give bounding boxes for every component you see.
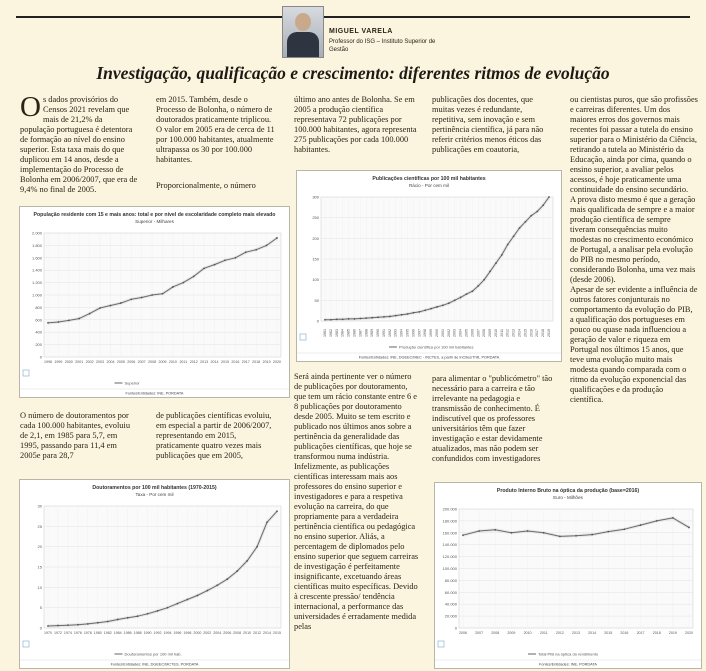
paragraph: s dados provisórios do Censos 2021 revelam que mais de 21,2% da população portuguesa é detentora de formação ao nível do ensino superior. Esta taxa mais do que duplicou em 14 anos, desde a implementação do Processo de Bolonha em 2006/2007, que era de 9,4% no final de 2005. (20, 95, 138, 194)
x-tick-label: 2014 (263, 631, 272, 635)
x-tick-label: 2007 (476, 329, 481, 337)
x-tick-label: 2013 (572, 631, 580, 635)
x-tick-label: 2004 (458, 329, 463, 337)
data-point (442, 304, 444, 306)
data-point (401, 314, 403, 316)
data-point (130, 298, 132, 300)
x-tick-label: 2010 (493, 329, 498, 337)
x-tick-label: 2000 (193, 631, 202, 635)
x-tick-label: 2011 (539, 631, 548, 635)
data-point (527, 530, 529, 532)
data-point (607, 531, 609, 533)
x-tick-label: 1982 (328, 329, 333, 337)
data-point (77, 624, 79, 626)
data-point (424, 309, 426, 311)
y-tick-label: 100 (312, 277, 319, 283)
data-point (448, 302, 450, 304)
x-tick-label: 2006 (127, 360, 136, 364)
x-tick-label: 2008 (491, 631, 500, 635)
x-tick-label: 2014 (210, 360, 219, 364)
x-tick-label: 2006 (470, 329, 475, 337)
data-point (342, 318, 344, 320)
x-tick-label: 1983 (334, 329, 339, 337)
data-point (371, 317, 373, 319)
data-point (58, 321, 60, 323)
author-photo (282, 6, 324, 58)
y-tick-label: 30 (37, 503, 42, 509)
paragraph: Será ainda pertinente ver o número de publicações por doutoramento, que tem um rácio constante entre 6 e 8 publicações por doutoramento desde 2005. Muito se tem escrito e publicado nos últimos anos sobre a pertinência da generalidade das publicações científicas, que hoje se transformou numa indústria. Infelizmente, as publicações científicas interessam mais aos professores do ensino superior e investigadores e para a respetiva evolução na carreira, do que propriamente para a verdadeira pertinência científica ou pedagógica no ensino superior. Aliás, a percentagem de diplomados pelo ensino superior que seguem carreiras de investigação é perfeitamente insignificante, excetuando áreas científicas muito específicas. Devido à crescente pressão/ tendência internacional, a performance das universidades é erradamente medida pelas (294, 372, 419, 631)
data-point (624, 528, 626, 530)
x-tick-label: 2018 (652, 631, 661, 635)
x-tick-label: 2002 (85, 360, 94, 364)
x-tick-label: 2003 (96, 360, 105, 364)
y-tick-label: 120.000 (442, 554, 457, 560)
y-tick-label: 0 (454, 625, 457, 631)
paragraph: último ano antes de Bolonha. Se em 2005 a produção científica representava 72 publicações por 100.000 habitantes, agora representa 275 publicações por cada 100.000 habitantes. (294, 95, 417, 154)
data-point (245, 251, 247, 253)
x-tick-label: 2000 (435, 329, 439, 337)
chart-scientific-publications (296, 170, 562, 362)
chart-subtitle: Euro - Milhões (553, 495, 583, 500)
data-point (214, 264, 216, 266)
x-tick-label: 2009 (488, 329, 493, 337)
x-tick-label: 1986 (123, 631, 132, 635)
data-point (501, 254, 503, 256)
y-tick-label: 160.000 (442, 530, 457, 536)
x-tick-label: 1991 (381, 329, 386, 337)
data-point (477, 285, 479, 287)
chart-gdp (434, 482, 702, 669)
source-note: Fontes/Entidades: INE, DGEEC/MEC - INCTES, a partir de InCites/ThR, PORDATA (358, 355, 500, 360)
data-point (151, 294, 153, 296)
y-tick-label: 300 (312, 194, 319, 200)
x-tick-label: 2013 (511, 329, 516, 337)
x-tick-label: 2010 (243, 631, 252, 635)
data-point (57, 625, 59, 627)
data-point (460, 297, 462, 299)
x-tick-label: 2018 (252, 360, 261, 364)
data-point (224, 259, 226, 261)
data-point (87, 623, 89, 625)
x-tick-label: 2002 (446, 329, 451, 337)
x-tick-label: 2008 (482, 329, 487, 337)
column-1-bottom (20, 411, 138, 470)
x-tick-label: 2014 (517, 329, 522, 337)
y-tick-label: 80.000 (444, 577, 457, 583)
data-point (640, 524, 642, 526)
x-tick-label: 1974 (63, 631, 72, 635)
data-point (536, 211, 538, 213)
x-tick-label: 2010 (523, 631, 532, 635)
y-tick-label: 1.000 (31, 292, 42, 298)
x-tick-label: 1997 (417, 329, 422, 337)
data-point (559, 535, 561, 537)
data-point (591, 534, 593, 536)
x-tick-label: 2017 (241, 360, 250, 364)
x-tick-label: 1992 (153, 631, 162, 635)
x-tick-label: 2000 (64, 360, 73, 364)
chart-subtitle: Taxa - Por cem mil (135, 492, 174, 497)
x-tick-label: 1988 (364, 329, 369, 337)
data-point (471, 290, 473, 292)
x-tick-label: 1984 (113, 631, 122, 635)
data-point (196, 595, 198, 597)
article-title: Investigação, qualificação e crescimento: diferentes ritmos de evolução (96, 63, 610, 83)
y-tick-label: 20.000 (444, 613, 457, 619)
data-point (162, 293, 164, 295)
x-tick-label: 2009 (507, 631, 516, 635)
y-tick-label: 1.600 (31, 255, 42, 261)
x-tick-label: 2011 (179, 360, 188, 364)
data-point (216, 584, 218, 586)
x-tick-label: 1990 (143, 631, 152, 635)
data-point (203, 267, 205, 269)
x-tick-label: 1981 (323, 329, 327, 337)
x-tick-label: 2010 (168, 360, 177, 364)
source-note: Fontes/Entidades: INE, DGEEC/MCTES, PORDATA (110, 662, 199, 667)
data-point (127, 617, 129, 619)
x-tick-label: 2004 (213, 631, 222, 635)
data-point (413, 312, 415, 314)
data-point (234, 257, 236, 259)
x-tick-label: 2002 (203, 631, 212, 635)
x-tick-label: 2006 (223, 631, 232, 635)
x-tick-label: 2013 (200, 360, 209, 364)
data-point (330, 319, 332, 321)
x-tick-label: 2015 (604, 631, 613, 635)
x-tick-label: 1988 (133, 631, 142, 635)
chart-svg (20, 207, 289, 397)
data-point (157, 610, 159, 612)
data-point (236, 570, 238, 572)
y-tick-label: 5 (39, 605, 42, 611)
chart-svg (20, 480, 289, 668)
info-icon (300, 334, 306, 340)
data-point (348, 318, 350, 320)
y-tick-label: 200 (312, 235, 319, 241)
data-point (519, 227, 521, 229)
data-point (167, 607, 169, 609)
data-point (365, 317, 367, 319)
column-3-top (294, 95, 417, 164)
paragraph: Apesar de ser evidente a influência de outros fatores conjunturais no comportamento da evolução do PIB, a qualificação dos portugueses em pouco ou quase nada influenciou a geração de valor e riqueza em Portugal nos últimos 15 anos, que teve uma evolução muito mais modesta quando comparada com o ritmo da evolução exponencial das qualificações e da produção científica. (570, 285, 698, 404)
data-point (656, 520, 658, 522)
x-tick-label: 1995 (405, 329, 410, 337)
legend-label: Total PIB na óptica do rendimento (538, 651, 599, 657)
info-icon (23, 641, 29, 647)
data-point (78, 318, 80, 320)
paragraph: Proporcionalmente, o número (156, 181, 256, 190)
data-point (430, 308, 432, 310)
y-tick-label: 250 (312, 215, 319, 221)
data-point (542, 204, 544, 206)
x-tick-label: 2007 (137, 360, 146, 364)
x-tick-label: 2011 (499, 329, 504, 337)
column-1-top (20, 91, 138, 195)
x-tick-label: 2020 (685, 631, 693, 635)
data-point (389, 316, 391, 318)
x-tick-label: 2012 (555, 631, 564, 635)
data-point (483, 279, 485, 281)
x-tick-label: 1984 (340, 329, 345, 337)
data-point (107, 621, 109, 623)
x-tick-label: 2017 (636, 631, 645, 635)
x-tick-label: 1998 (183, 631, 192, 635)
x-tick-label: 1987 (358, 329, 363, 337)
x-tick-label: 1976 (73, 631, 82, 635)
author-name: MIGUEL VARELA (329, 28, 393, 35)
y-tick-label: 200 (35, 342, 42, 348)
data-point (99, 307, 101, 309)
data-point (336, 318, 338, 320)
x-tick-label: 1993 (393, 329, 398, 337)
legend-label: Produção científica por 100 mil habitantes (399, 344, 474, 350)
x-tick-label: 2012 (189, 360, 198, 364)
data-point (246, 560, 248, 562)
data-point (256, 546, 258, 548)
y-tick-label: 60.000 (444, 589, 457, 595)
x-tick-label: 2014 (588, 631, 597, 635)
y-tick-label: 0 (39, 625, 42, 631)
data-point (97, 622, 99, 624)
x-tick-label: 1986 (352, 329, 357, 337)
data-point (548, 196, 550, 198)
chart-svg (297, 171, 561, 361)
data-point (354, 318, 356, 320)
y-tick-label: 40.000 (444, 601, 457, 607)
data-point (466, 293, 468, 295)
x-tick-label: 2015 (220, 360, 229, 364)
x-tick-label: 2005 (116, 360, 125, 364)
chart-title: Produto Interno Bruto na óptica da produção (base=2016) (496, 488, 640, 494)
y-tick-label: 1.400 (31, 267, 42, 273)
data-point (172, 286, 174, 288)
y-tick-label: 0 (316, 318, 319, 324)
x-tick-label: 2016 (231, 360, 240, 364)
data-point (68, 320, 70, 322)
source-note: Fontes/Entidades: INE, PORDATA (539, 662, 597, 667)
data-point (47, 322, 49, 324)
x-tick-label: 2018 (541, 329, 546, 337)
chart-population-higher-education (19, 206, 290, 398)
y-tick-label: 2.000 (31, 230, 42, 236)
x-tick-label: 2015 (523, 329, 528, 337)
data-point (688, 527, 690, 529)
drop-cap: O (20, 91, 41, 123)
x-tick-label: 2008 (148, 360, 157, 364)
data-point (407, 313, 409, 315)
y-tick-label: 600 (35, 317, 42, 323)
y-tick-label: 180.000 (442, 518, 457, 524)
data-point (117, 619, 119, 621)
x-tick-label: 2005 (464, 329, 469, 337)
y-tick-label: 200.000 (442, 506, 457, 512)
x-tick-label: 1996 (173, 631, 182, 635)
data-point (120, 302, 122, 304)
y-tick-label: 140.000 (442, 542, 457, 548)
y-tick-label: 20 (37, 544, 42, 550)
x-tick-label: 1989 (370, 329, 375, 337)
paragraph: em 2015. Também, desde o Processo de Bolonha, o número de doutorados praticamente triplicou. O valor em 2005 era de cerca de 11 por 100.000 habitantes, atualmente ultrapassa os 30 por 100.000 habitantes. (156, 95, 275, 164)
y-tick-label: 1.800 (31, 242, 42, 248)
data-point (436, 306, 438, 308)
data-point (478, 530, 480, 532)
paragraph: publicações dos docentes, que muitas vezes é redundante, repetitiva, sem inovação e sem pertinência científica, já para não referir critérios menos éticos das publicações em coautoria, (432, 95, 544, 154)
data-point (511, 532, 513, 534)
data-point (141, 297, 143, 299)
x-tick-label: 2007 (475, 631, 484, 635)
data-point (110, 305, 112, 307)
x-tick-label: 1999 (54, 360, 63, 364)
x-tick-label: 1982 (103, 631, 112, 635)
data-point (494, 529, 496, 531)
legend-label: Superior (124, 380, 140, 386)
x-tick-label: 2016 (529, 329, 534, 337)
data-point (489, 271, 491, 273)
column-4-top (432, 95, 556, 164)
y-tick-label: 0 (39, 354, 42, 360)
x-tick-label: 2016 (620, 631, 629, 635)
chart-doctorates (19, 479, 290, 669)
paragraph: ou cientistas puros, que são profissões e carreiras diferentes. Um dos maiores erros dos governos mais recentes foi passar a tutela do ensino superior para o Ministério da Ciência, retirando a tutela ao Ministério da Educação, ainda por cima, quando o ensino superior, a avaliar pelos acessos, é hoje praticamente uma continuidade do ensino secundário. (570, 95, 698, 194)
data-point (525, 221, 527, 223)
data-point (575, 535, 577, 537)
x-tick-label: 1980 (93, 631, 102, 635)
data-point (359, 318, 361, 320)
data-point (383, 316, 385, 318)
chart-subtitle: Rácio - Por cem mil (408, 183, 450, 188)
info-icon (438, 641, 444, 647)
column-2-bottom (156, 411, 278, 470)
x-tick-label: 2008 (233, 631, 242, 635)
data-point (377, 316, 379, 318)
data-point (186, 599, 188, 601)
x-tick-label: 2020 (273, 360, 281, 364)
data-point (147, 613, 149, 615)
chart-title: Doutoramentos por 100 mil habitantes (1970-2015) (92, 485, 217, 491)
data-point (226, 578, 228, 580)
paragraph: O número de doutoramentos por cada 100.000 habitantes, evoluiu de 2,1, em 1985 para 5,7, em 1995, passando para 11,4 em 2005e para 28,7 (20, 411, 131, 460)
x-tick-label: 1994 (163, 631, 172, 635)
data-point (507, 244, 509, 246)
column-4-bottom (432, 374, 558, 473)
x-tick-label: 1998 (44, 360, 52, 364)
data-point (67, 624, 69, 626)
data-point (530, 215, 532, 217)
y-tick-label: 1.200 (31, 280, 42, 286)
y-tick-label: 50 (314, 297, 319, 303)
y-tick-label: 15 (37, 564, 42, 570)
info-icon (23, 370, 29, 376)
author-role: Professor do ISG – Instituto Superior de Gestão (329, 39, 436, 53)
data-point (206, 590, 208, 592)
y-tick-label: 10 (37, 584, 42, 590)
chart-title: Publicações científicas por 100 mil habitantes (372, 176, 486, 182)
data-point (324, 319, 326, 321)
source-note: Fontes/Entidades: INE, PORDATA (125, 391, 184, 396)
data-point (89, 313, 91, 315)
x-tick-label: 2003 (452, 329, 457, 337)
data-point (276, 237, 278, 239)
y-tick-label: 150 (312, 256, 319, 262)
column-2-top (156, 95, 276, 200)
data-point (266, 521, 268, 523)
author-block (282, 6, 702, 58)
x-tick-label: 1994 (399, 329, 404, 337)
data-point (513, 235, 515, 237)
x-tick-label: 1999 (429, 329, 434, 337)
x-tick-label: 2019 (547, 329, 551, 337)
data-point (672, 517, 674, 519)
chart-subtitle: Superior - Milhares (135, 219, 174, 224)
legend-label: Doutoramentos por 100 mil hab. (124, 651, 182, 657)
data-point (462, 534, 464, 536)
x-tick-label: 1992 (387, 329, 392, 337)
data-point (182, 282, 184, 284)
y-tick-label: 400 (35, 329, 42, 335)
paragraph: de publicações científicas evoluiu, em especial a partir de 2006/2007, representando em 2015, praticamente quatro vezes mais publicações que em 2005, (156, 411, 272, 460)
chart-svg (435, 483, 701, 668)
data-point (418, 311, 420, 313)
x-tick-label: 1996 (411, 329, 416, 337)
data-point (543, 532, 545, 534)
x-tick-label: 2001 (440, 329, 445, 337)
chart-title: População residente com 15 e mais anos: total e por nível de escolaridade completo mais elevado (33, 212, 276, 218)
x-tick-label: 1970 (44, 631, 52, 635)
y-tick-label: 25 (37, 523, 42, 529)
x-tick-label: 2001 (75, 360, 84, 364)
x-tick-label: 2017 (535, 329, 540, 337)
data-point (137, 615, 139, 617)
x-tick-label: 1972 (53, 631, 62, 635)
data-point (495, 262, 497, 264)
column-3-bottom (294, 372, 420, 641)
data-point (276, 510, 278, 512)
x-tick-label: 1978 (83, 631, 92, 635)
data-point (266, 245, 268, 247)
data-point (193, 276, 195, 278)
data-point (255, 249, 257, 251)
y-tick-label: 800 (35, 304, 42, 310)
x-tick-label: 2004 (106, 360, 115, 364)
data-point (395, 315, 397, 317)
y-tick-label: 100.000 (442, 566, 457, 571)
paragraph: para alimentar o "publicómetro" tão necessário para a carreira e tão irrelevante na pedagogia e transmissão de conhecimento. É indiscutível que os professores universitários têm que fazer investigação e estar devidamente atualizados, mas não podem ser confundidos com investigadores (432, 374, 553, 463)
x-tick-label: 1998 (423, 329, 428, 337)
x-tick-label: 2015 (273, 631, 281, 635)
x-tick-label: 1990 (376, 329, 381, 337)
x-tick-label: 2012 (253, 631, 262, 635)
x-tick-label: 2019 (668, 631, 677, 635)
x-tick-label: 1985 (346, 329, 351, 337)
x-tick-label: 2006 (459, 631, 467, 635)
data-point (454, 299, 456, 301)
x-tick-label: 2009 (158, 360, 167, 364)
data-point (47, 625, 49, 627)
column-5 (570, 95, 698, 405)
data-point (177, 603, 179, 605)
x-tick-label: 2019 (262, 360, 271, 364)
x-tick-label: 2012 (505, 329, 510, 337)
paragraph: A prova disto mesmo é que a geração mais qualificada de sempre e a maior produção científica de sempre tiveram consequências muito modestas no crescimento económico de Portugal, a analisar pela evolução do PIB no mesmo período, considerando Bolonha, uma vez mais (desde 2006). (570, 195, 696, 284)
